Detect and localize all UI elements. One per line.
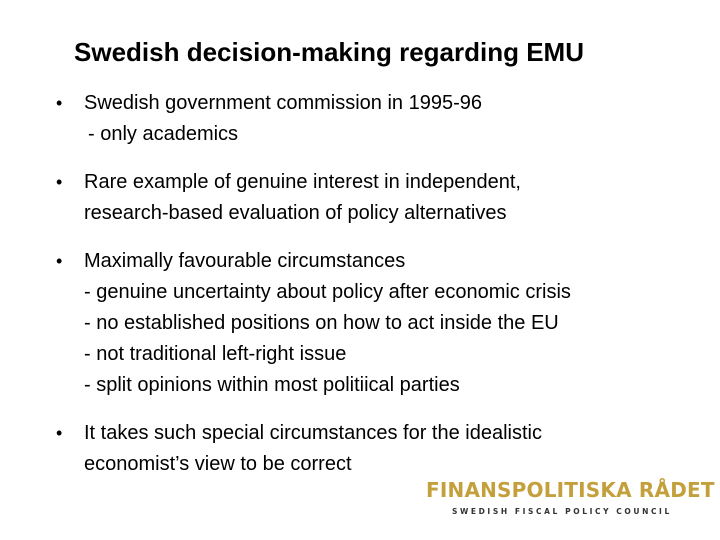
logo-tagline: SWEDISH FISCAL POLICY COUNCIL (452, 507, 672, 516)
bullet-subline: - split opinions within most politiical parties (84, 374, 460, 396)
bullet-marker: • (56, 172, 63, 192)
bullet-marker: • (56, 423, 63, 443)
bullet-line: Rare example of genuine interest in independent, (84, 171, 521, 193)
bullet-item-rare-example (56, 167, 696, 229)
bullet-line: economist’s view to be correct (84, 453, 352, 475)
bullet-marker: • (56, 251, 63, 271)
bullet-line: Maximally favourable circumstances (84, 250, 406, 272)
bullet-subline: - no established positions on how to act inside the EU (84, 312, 559, 334)
bullet-line: research-based evaluation of policy alternatives (84, 202, 507, 224)
bullet-item-circumstances (56, 246, 696, 401)
bullet-subline: - only academics (88, 123, 239, 145)
logo-wordmark: FINANSPOLITISKA RÅDET (426, 478, 715, 502)
bullet-item-commission (56, 88, 696, 150)
fiscal-council-logo (424, 478, 714, 520)
bullet-subline: - not traditional left-right issue (84, 343, 347, 365)
bullet-line: Swedish government commission in 1995-96 (84, 92, 482, 114)
bullet-list (56, 88, 696, 480)
slide-title: Swedish decision-making regarding EMU (74, 37, 584, 67)
bullet-marker: • (56, 93, 63, 113)
bullet-subline: - genuine uncertainty about policy after economic crisis (84, 281, 571, 303)
bullet-item-conclusion (56, 418, 696, 480)
bullet-line: It takes such special circumstances for the idealistic (84, 422, 542, 444)
